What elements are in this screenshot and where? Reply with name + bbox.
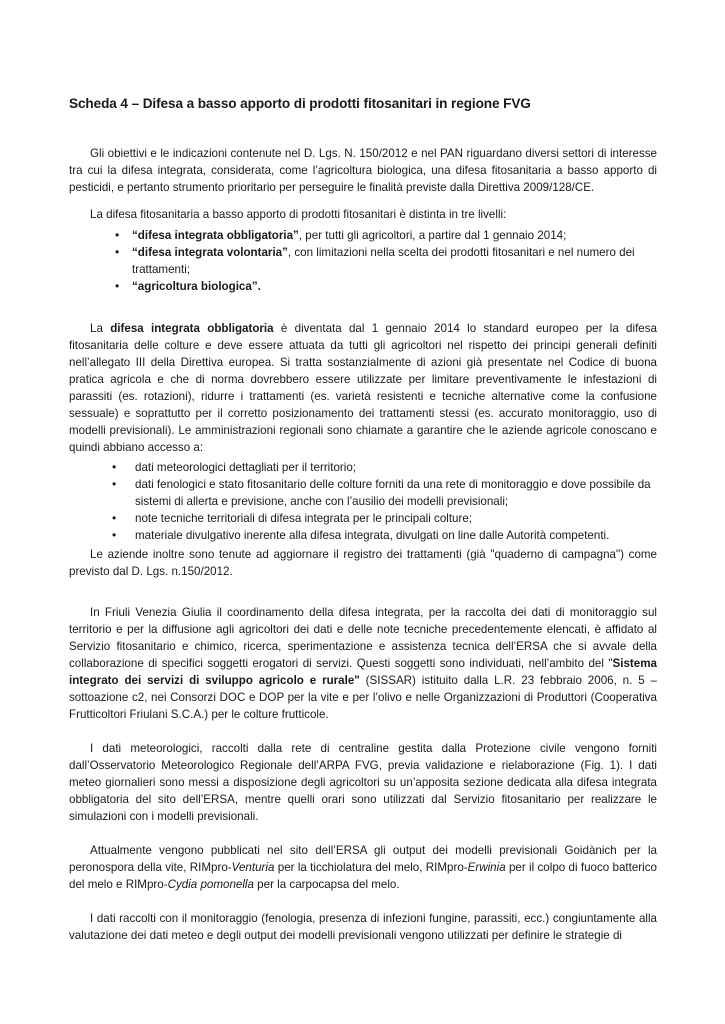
paragraph-levels-intro: La difesa fitosanitaria a basso apporto di prodotti fitosanitari è distinta in tre livelli:	[90, 208, 507, 221]
text-run: In Friuli Venezia Giulia il coordinamento della difesa integrata, per la raccolta dei dati di monitoraggio sul territorio e per la diffusione agli agricoltori dei dati e delle note tecniche precedentemente elencati, è affidato al Servizio fitosanitario e chimico, ricerca, sperimentazione e assistenza tecnica dell’ERSA che si avvale della collaborazione di specifici soggetti erogatori di servizi. Questi soggetti sono individuati, nell’ambito del "	[69, 606, 657, 670]
level-name: “difesa integrata volontaria”	[132, 246, 288, 259]
list-item: • dati fenologici e stato fitosanitario delle colture forniti da una rete di monitoraggio e dove possibile da sistemi di allerta e previsione, anche con l’ausilio dei modelli previsionali;	[69, 476, 657, 510]
list-item: • dati meteorologici dettagliati per il territorio;	[69, 459, 657, 476]
text-run: Attualmente vengono pubblicati nel sito dell’ERSA gli output dei modelli previsionali Goidànich per la peronospora della vite, RIMpro-	[69, 844, 657, 874]
list-item: • note tecniche territoriali di difesa integrata per le principali colture;	[69, 510, 657, 527]
paragraph-register: Le aziende inoltre sono tenute ad aggiornare il registro dei trattamenti (già "quaderno di campagna") come previsto dal D. Lgs. n.150/2012.	[69, 548, 657, 578]
bold-term: difesa integrata obbligatoria	[110, 322, 274, 335]
text-run: per la ticchiolatura del melo, RIMpro-	[274, 861, 468, 874]
bold-term: Sistema integrato dei servizi di sviluppo agricolo e rurale"	[69, 657, 657, 687]
text-run: per il colpo di fuoco batterico del melo e RIMpro-	[69, 861, 657, 891]
list-item	[69, 278, 657, 295]
paragraph-models	[69, 842, 657, 893]
text-run: La	[90, 322, 111, 335]
italic-term: Cydia pomonella	[167, 878, 254, 891]
text-run: è diventata dal 1 gennaio 2014 lo standard europeo per la difesa fitosanitaria delle colture e deve essere attuata da tutti gli agricoltori nel rispetto dei principi generali definiti nell’allegato III della Direttiva europea. Si tratta sostanzialmente di azioni già presentate nel Codice di buona pratica agricola e che di norma dovrebbero essere utilizzate per limitare preventivamente le infestazioni di parassiti (es. rotazioni), ridurre i trattamenti (es. varietà resistenti e tecniche alternative come la confusione sessuale) e soprattutto per il corretto posizionamento dei trattamenti stessi (es. accurato monitoraggio, uso di modelli previsionali). Le amministrazioni regionali sono chiamate a garantire che le aziende agricole conoscano e quindi abbiano accesso a:	[69, 322, 657, 454]
paragraph-intro: Gli obiettivi e le indicazioni contenute nel D. Lgs. N. 150/2012 e nel PAN riguardano diversi settori di interesse tra cui la difesa integrata, considerata, come l’agricoltura biologica, una difesa fitosanitaria a basso apporto di pesticidi, e pertanto strumento prioritario per perseguire le finalità previste dalla Direttiva 2009/128/CE.	[69, 147, 657, 194]
level-description: , per tutti gli agricoltori, a partire dal 1 gennaio 2014;	[298, 229, 567, 242]
italic-term: Erwinia	[467, 861, 506, 874]
list-item: • materiale divulgativo inerente alla difesa integrata, divulgati on line dalle Autorità competenti.	[69, 527, 657, 544]
italic-term: Venturia	[231, 861, 275, 874]
levels-list	[69, 227, 657, 295]
level-description: , con limitazioni nella scelta dei prodotti fitosanitari e nel numero dei trattamenti;	[132, 246, 635, 276]
text-run: per la carpocapsa del melo.	[253, 878, 400, 891]
list-item	[69, 244, 657, 278]
paragraph-monitoring: I dati raccolti con il monitoraggio (fenologia, presenza di infezioni fungine, parassiti, ecc.) congiuntamente alla valutazione dei dati meteo e degli output dei modelli previsionali vengono utilizzati per definire le strategie di	[69, 912, 657, 942]
paragraph-obligatory	[69, 320, 657, 456]
level-name: “agricoltura biologica”.	[132, 280, 261, 293]
level-name: “difesa integrata obbligatoria”	[132, 229, 299, 242]
access-list	[69, 459, 657, 544]
document-title: Scheda 4 – Difesa a basso apporto di prodotti fitosanitari in regione FVG	[69, 96, 531, 111]
text-run: (SISSAR) istituito dalla L.R. 23 febbraio 2006, n. 5 – sottoazione c2, nei Consorzi DOC e DOP per la vite e per l’olivo e nelle Organizzazioni di Produttori (Cooperativa Frutticoltori Friulani S.C.A.) per le colture frutticole.	[69, 674, 657, 721]
list-item	[69, 227, 657, 244]
paragraph-fvg	[69, 604, 657, 723]
paragraph-meteo: I dati meteorologici, raccolti dalla rete di centraline gestita dalla Protezione civile vengono forniti dall’Osservatorio Meteorologico Regionale dell’ARPA FVG, previa validazione e rielaborazione (Fig. 1). I dati meteo giornalieri sono messi a disposizione degli agricoltori su un’apposita sezione dedicata alla difesa integrata obbligatoria del sito dell’ERSA, mentre quelli orari sono utilizzati dal Servizio fitosanitario per realizzare le simulazioni con i modelli previsionali.	[69, 742, 657, 823]
